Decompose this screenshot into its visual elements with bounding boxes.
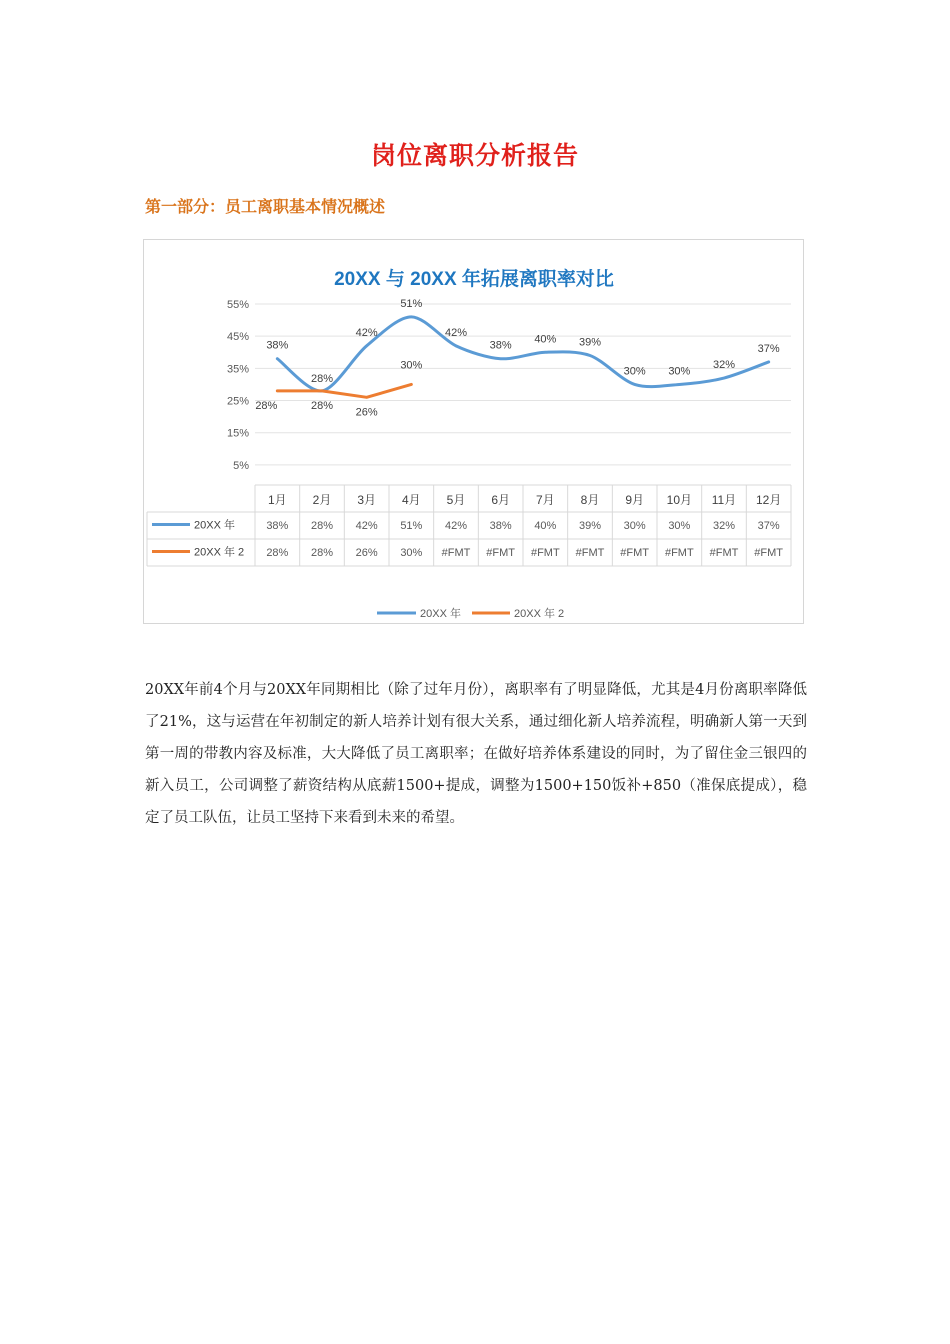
data-label: 30% [623,365,646,378]
table-cell: 30% [623,520,646,532]
table-cell: #FMT [664,547,694,559]
chart-title: 20XX 与 20XX 年拓展离职率对比 [334,269,614,290]
x-tick-label: 6月 [491,493,511,507]
x-tick-label: 12月 [755,493,782,507]
data-label: 39% [578,336,602,349]
data-label: 40% [534,333,557,346]
line-chart [143,239,804,624]
x-tick-label: 1月 [267,493,287,507]
x-tick-label: 11月 [711,493,737,507]
x-tick-label: 7月 [535,493,555,507]
legend-label: 20XX 年 [420,608,461,620]
y-tick-label: 15% [226,427,249,440]
data-label: 38% [266,339,289,352]
data-label: 30% [400,359,423,372]
x-tick-label: 9月 [625,493,645,507]
table-cell: 26% [355,547,378,559]
legend-label: 20XX 年 2 [514,608,565,620]
table-cell: 30% [668,520,691,532]
table-cell: 30% [400,547,423,559]
x-tick-label: 10月 [666,493,693,507]
table-series-name: 20XX 年 2 [194,546,245,559]
table-cell: 28% [266,547,289,559]
series-line [277,384,411,397]
table-cell: #FMT [486,547,516,559]
data-label: 28% [310,372,334,385]
table-cell: #FMT [709,547,739,559]
chart-svg [144,240,805,625]
y-tick-label: 55% [226,299,249,311]
table-cell: 42% [444,520,468,532]
table-cell: 39% [578,520,602,532]
table-cell: #FMT [575,547,605,559]
table-cell: 38% [266,520,289,532]
document-title: 岗位离职分析报告 [370,141,579,170]
table-cell: 28% [310,520,334,532]
y-tick-label: 5% [233,459,249,472]
data-label: 28% [310,399,334,412]
body-paragraph: 20XX年前4个月与20XX年同期相比（除了过年月份），离职率有了明显降低，尤其是4月份离职率降低了21%，这与运营在年初制定的新人培养计划有很大关系，通过细化新人培养流程，明确新人第一天到第一周的带教内容及标准，大大降低了员工离职率；在做好培养体系建设的同时，为了留住金三银四的新入员工，公司调整了薪资结构从底薪1500+提成，调整为1500+150饭补+850（准保底提成），稳定了员工队伍，让员工坚持下来看到未来的希望。 [145,682,807,826]
table-cell: 38% [489,520,512,532]
y-tick-label: 25% [226,395,249,408]
table-cell: 51% [400,520,423,532]
data-label: 42% [355,326,378,339]
data-label: 38% [489,339,512,352]
data-label: 37% [757,342,780,355]
x-tick-label: 2月 [312,493,332,507]
data-label: 42% [444,326,468,339]
x-tick-label: 5月 [446,493,466,507]
y-tick-label: 45% [226,331,249,344]
table-cell: #FMT [530,547,560,559]
table-cell: 42% [355,520,378,532]
y-tick-label: 35% [226,363,249,376]
section-heading: 第一部分：员工离职基本情况概述 [145,197,386,216]
series-line [277,317,768,391]
table-cell: #FMT [620,547,650,559]
table-cell: 40% [534,520,557,532]
data-label: 26% [355,406,378,419]
x-tick-label: 3月 [357,493,377,507]
table-cell: #FMT [754,547,784,559]
table-cell: 28% [310,547,334,559]
table-cell: #FMT [441,547,471,559]
table-series-name: 20XX 年 [194,519,235,532]
data-label: 32% [712,359,736,372]
table-cell: 37% [757,520,780,532]
table-cell: 32% [712,520,736,532]
data-label: 51% [400,297,423,310]
data-label: 28% [255,399,278,412]
x-tick-label: 4月 [401,493,421,507]
data-label: 30% [668,365,691,378]
x-tick-label: 8月 [580,493,600,507]
